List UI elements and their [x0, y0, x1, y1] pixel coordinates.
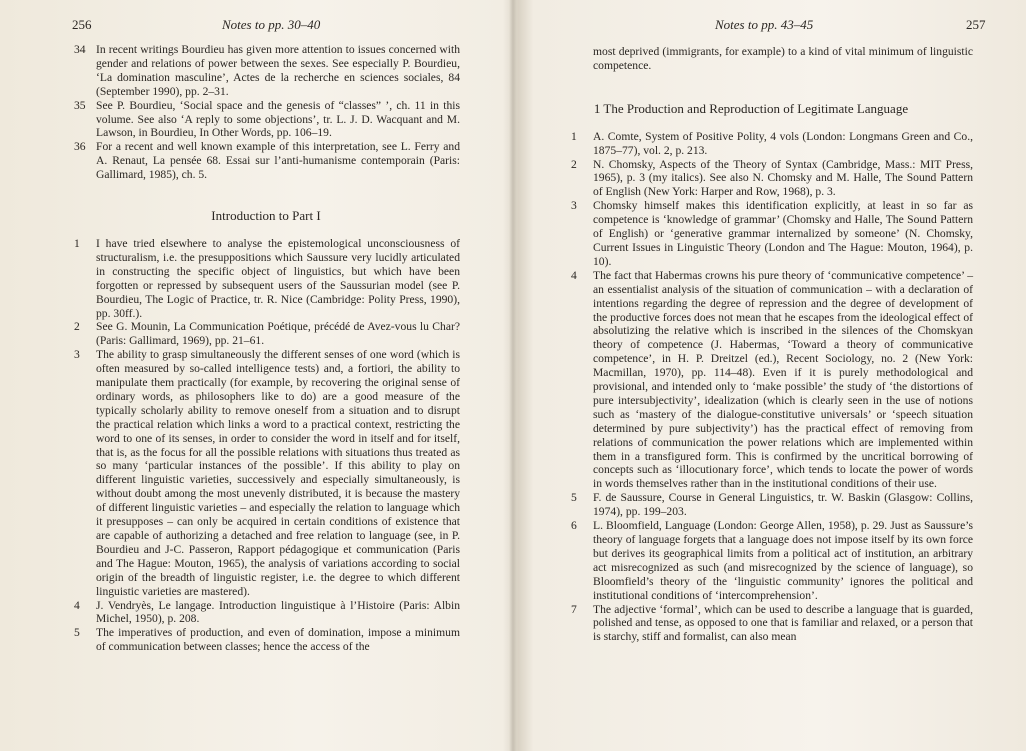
running-head: Notes to pp. 30–40	[222, 17, 321, 32]
footnote-number: 1	[571, 129, 577, 143]
footnote	[569, 269, 973, 492]
footnote-number: 7	[571, 602, 577, 616]
footnote	[569, 130, 973, 158]
footnote-number: 5	[74, 626, 80, 640]
footnote-number: 1	[74, 236, 80, 250]
footnote-text: J. Vendryès, Le langage. Introduction linguistique à l’Histoire (Paris: Albin Michel, 1950), p. 208.	[96, 598, 460, 626]
footnote-number: 2	[74, 320, 80, 334]
footnote	[72, 99, 460, 141]
footnote-number: 35	[74, 98, 86, 112]
footnote-text: L. Bloomfield, Language (London: George Allen, 1958), p. 29. Just as Saussure’s theory of language forgets that a language does not impose itself by its own force but derives its geographical limits from a political act of institution, an arbitrary act misrecognized as such (and misrecognized by the science of language), so Bloomfield’s theory of the ‘linguistic community’ ignores the political and institutional conditions of ‘intercomprehension’.	[593, 519, 973, 602]
notes-column	[569, 45, 973, 644]
footnote	[72, 140, 460, 182]
footnote-text: The adjective ‘formal’, which can be used to describe a language that is guarded, polished and tense, as opposed to one that is familiar and relaxed, or a person that is starchy, stiff and formalist, can also mean	[593, 602, 973, 644]
footnote-number: 4	[571, 268, 577, 282]
footnote	[569, 519, 973, 602]
page-number: 257	[966, 17, 986, 32]
footnote-number: 36	[74, 140, 86, 154]
footnote	[72, 626, 460, 654]
footnote-text: I have tried elsewhere to analyse the epistemological unconsciousness of structuralism, i.e. the presuppositions which Saussure very lucidly articulated in constructing the specific object of linguistics, but which have been forgotten or repressed by subsequent users of the Saussurian model (see P. Bourdieu, The Logic of Practice, tr. R. Nice (Cambridge: Polity Press, 1990), pp. 30ff.).	[96, 236, 460, 320]
footnote	[72, 348, 460, 598]
footnote-text: See G. Mounin, La Communication Poétique, précédé de Avez-vous lu Char? (Paris: Gallimard, 1969), pp. 21–61.	[96, 320, 460, 348]
footnote	[569, 603, 973, 645]
left-page	[0, 0, 511, 751]
footnote-text: The imperatives of production, and even of domination, impose a minimum of communication between classes; hence the access of the	[96, 626, 460, 654]
footnote	[72, 43, 460, 99]
notes-list	[569, 130, 973, 645]
footnote-text: N. Chomsky, Aspects of the Theory of Syntax (Cambridge, Mass.: MIT Press, 1965), p. 3 (my italics). See also N. Chomsky and M. Halle, The Sound Pattern of English (New York: Harper and Row, 1968), p. 3.	[593, 157, 973, 199]
footnote-text: For a recent and well known example of this interpretation, see L. Ferry and A. Renaut, La pensée 68. Essai sur l’anti-humanisme contemporain (Paris: Gallimard, 1985), ch. 5.	[96, 140, 460, 182]
footnote-number: 34	[74, 43, 86, 56]
footnote-number: 4	[74, 598, 80, 612]
running-head: Notes to pp. 43–45	[715, 17, 814, 32]
right-page	[515, 0, 1026, 751]
footnote-text: A. Comte, System of Positive Polity, 4 vols (London: Longmans Green and Co., 1875–77), vol. 2, p. 213.	[593, 129, 973, 157]
section-heading: 1 The Production and Reproduction of Legitimate Language	[593, 100, 909, 116]
footnote-text: The ability to grasp simultaneously the different senses of one word (which is often measured by so-called intelligence tests) and, a fortiori, the ability to manipulate them practically (for example, by recovering the original sense of ordinary words, as philosophers like to do) are a good measure of the typically scholarly ability to remove oneself from a situation and to disrupt the practical relation which links a word to a practical context, restricting the word to one of its senses, in order to consider the word in itself and for itself, that is, as the focus for all the possible relations with situations thus treated as so many ‘particular instances of the possible’. If this ability to play on different linguistic varieties, successively and especially simultaneously, is without doubt among the most unevenly distributed, it is because the mastery of different linguistic varieties – and especially the relation to language which it presupposes – can only be acquired in certain conditions of existence that are capable of authorizing a detached and free relation to language (see, in P. Bourdieu and J-C. Passeron, Rapport pédagogique et communication (Paris and The Hague: Mouton, 1965), the analysis of variations according to social origin of the breadth of linguistic register, i.e. the degree to which different linguistic varieties are mastered).	[96, 348, 460, 598]
footnote	[569, 491, 973, 519]
page-number: 256	[72, 17, 92, 32]
footnote-text: In recent writings Bourdieu has given more attention to issues concerned with gender and relations of power between the sexes. See especially P. Bourdieu, ‘La domination masculine’, Actes de la recherche en sciences sociales, 84 (September 1990), pp. 2–31.	[96, 43, 460, 98]
footnote-number: 5	[571, 491, 577, 505]
footnote-number: 2	[571, 157, 577, 171]
footnote-text: F. de Saussure, Course in General Linguistics, tr. W. Baskin (Glasgow: Collins, 1974), pp. 199–203.	[593, 491, 973, 519]
footnote	[72, 237, 460, 320]
footnote	[72, 320, 460, 348]
footnote-number: 3	[74, 348, 80, 362]
notes-column	[72, 43, 460, 654]
section-heading: Introduction to Part I	[211, 208, 321, 224]
footnote	[569, 199, 973, 269]
note-continuation: most deprived (immigrants, for example) to a kind of vital minimum of linguistic competence.	[593, 45, 973, 72]
footnote	[72, 599, 460, 627]
footnote-text: Chomsky himself makes this identification explicitly, at least in so far as competence is ‘knowledge of grammar’ (Chomsky and Halle, The Sound Pattern of English) or ‘generative grammar internalized by someone’ (N. Chomsky, Current Issues in Linguistic Theory (London and The Hague: Mouton, 1964), p. 10).	[593, 199, 973, 268]
footnote-text: The fact that Habermas crowns his pure theory of ‘communicative competence’ – an essentialist analysis of the situation of communication – with a declaration of intentions regarding the degree of repression and the degree of development of the productive forces does not mean that he escapes from the ideological effect of absolutizing the relative which is inscribed in the silences of the Chomskyan theory of competence (J. Habermas, ‘Toward a theory of communicative competence’, in H. P. Dreitzel (ed.), Recent Sociology, no. 2 (New York: Macmillan, 1970), pp. 114–48). Even if it is purely methodological and provisional, and intended only to ‘make possible’ the study of ‘the distortions of pure intersubjectivity’, idealization (which is clearly seen in the use of notions such as ‘mastery of the dialogue-constitutive universals’ or ‘speech situation determined by pure subjectivity’) has the practical effect of removing from relations of communication the power relations which are implemented within them in a transfigured form. This is confirmed by the uncritical borrowing of concepts such as ‘illocutionary force’, which tends to locate the power of words in words themselves rather than in the institutional conditions of their use.	[593, 268, 973, 491]
footnote-number: 3	[571, 199, 577, 213]
footnote	[569, 158, 973, 200]
notes-list	[72, 43, 460, 182]
footnote-text: See P. Bourdieu, ‘Social space and the genesis of “classes” ’, ch. 11 in this volume. See also ‘A reply to some objections’, tr. L. J. D. Wacquant and M. Lawson, in Bourdieu, In Other Words, pp. 106–19.	[96, 98, 460, 140]
footnote-number: 6	[571, 519, 577, 533]
notes-list	[72, 237, 460, 654]
